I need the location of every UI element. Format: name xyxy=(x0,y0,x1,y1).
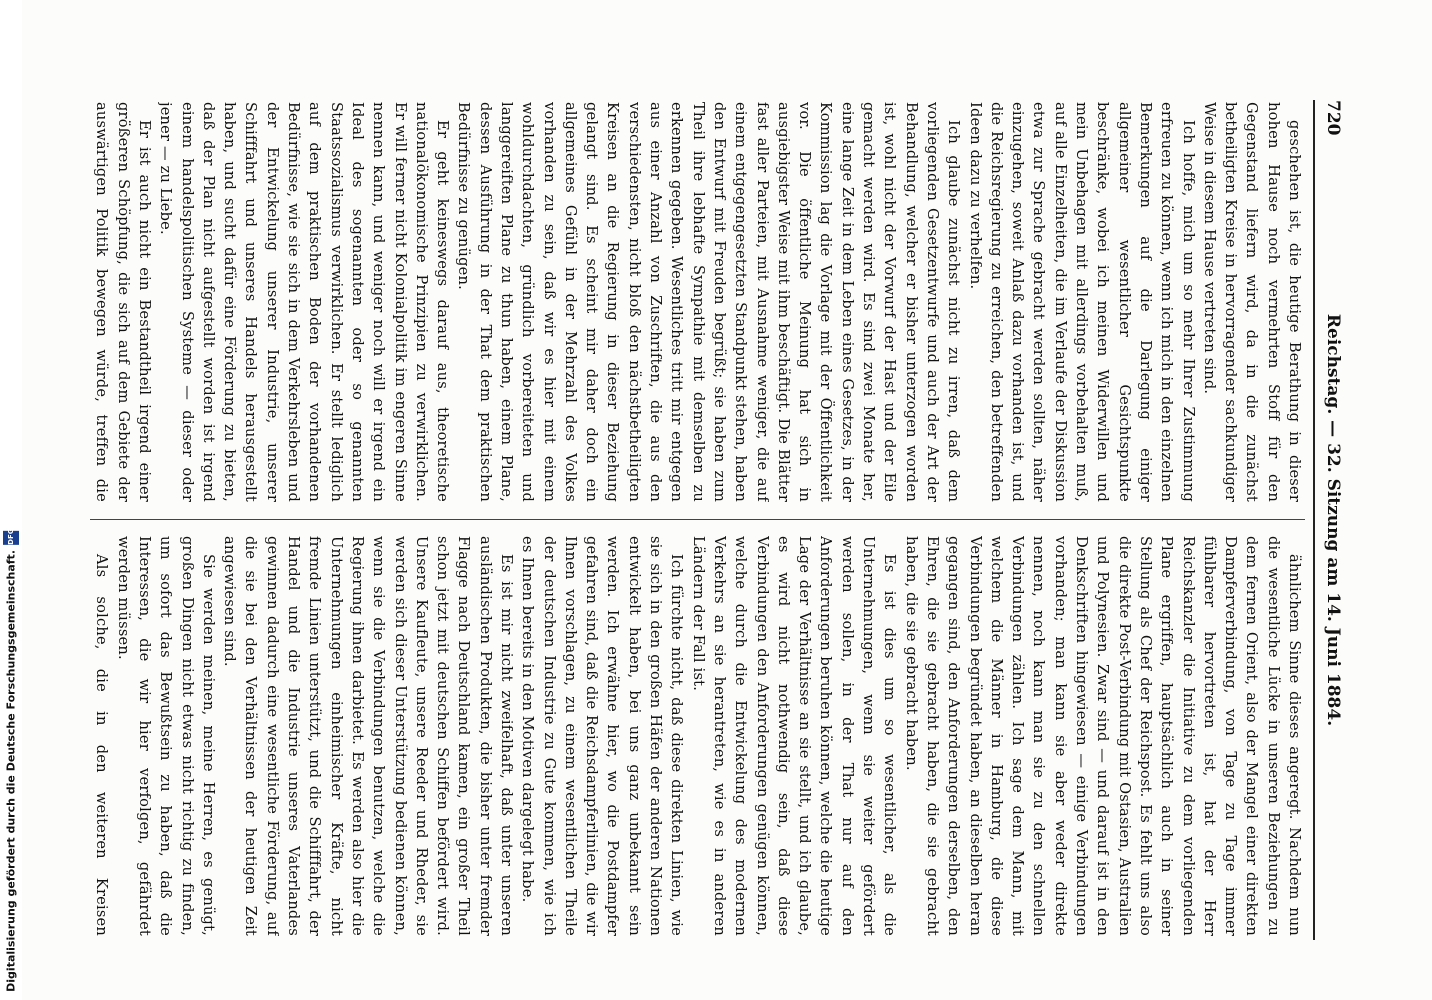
paragraph: Ich hoffe, mich um so mehr Ihrer Zustimmung erfreuen zu können, wenn ich mich in den einzelnen Bemerkungen auf die Darlegung einiger allgemeiner wesentlicher Gesichtspunkte beschränke, wobei ich meinen Widerwillen und mein Unbehagen mit allerdings vorbehalten muß, auf alle Einzelheiten, die im Verlaufe der Diskussion etwa zur Sprache gebracht werden sollten, näher einzugehen, soweit Anlaß dazu vorhanden ist, und die Reichsregierung zu erreichen, den betreffenden Ideen dazu zu verhelfen. xyxy=(966,102,1197,502)
paragraph: ähnlichem Sinne dieses angeregt. Nachdem nun die wesentliche Lücke in unseren Beziehungen zu dem fernen Orient, also der Mangel einer direkten Dampferverbindung, von Tage zu Tage immer fühlbarer hervortreten ist, hat der Herr Reichskanzler die Initiative zu dem vorliegenden Plane ergriffen, hauptsächlich auch in seiner Stellung als Chef der Reichspost. Es fehlt uns also die direkte Post-Verbindung mit Ostasien, Australien und Polynesien. Zwar sind — und darauf ist in den Denkschriften hingewiesen — einige Verbindungen vorhanden; man kann sie aber weder direkte nennen, noch kann man sie zu den schnellen Verbindungen zählen. Ich sage dem Mann, mit welchem die Männer in Hamburg, die diese Verbindungen begründet haben, an dieselben heran gegangen sind, den Anforderungen derselben, den Ehren, die sie gebracht haben, die sie gebracht haben, die sie gebracht haben. xyxy=(902,536,1303,936)
paragraph: Ich fürchte nicht, daß diese direkten Linien, wie sie sich in den großen Häfen der anderen Nationen entwickelt haben, bei uns ganz unbekannt sein werden. Ich erwähne hier, wo die Postdampfer gefahren sind, daß die Reichsdampferlinien, die wir Ihnen vorschlagen, zu einem wesentlichen Theile der deutschen Industrie zu Gute kommen, wie ich es Ihnen bereits in den Motiven dargelegt habe. xyxy=(519,536,686,936)
paragraph: Er ist auch nicht ein Bestandtheil irgend einer größeren Schöpfung, die sich auf dem Gebiete der auswärtigen Politik bewegen würde, treffen die xyxy=(93,102,153,502)
funding-text: Digitalisierung gefördert durch die Deutsche Forschungsgemeinschaft. xyxy=(4,550,18,992)
page-number: 720 xyxy=(1323,100,1343,136)
rotated-newspaper-sheet xyxy=(71,60,1361,980)
funding-strip xyxy=(0,0,22,1000)
page-title: Reichstag. — 32. Sitzung am 14. Juni 1884. xyxy=(1323,313,1343,727)
paragraph: Er geht keineswegs darauf aus, theoretische nationalökonomische Prinzipien zu verwirklichen. Er will ferner nicht Kolonialpolitik im engeren Sinne nennen kann, und weniger noch will er irgend ein Ideal des sogenannten oder so genannten Staatssozialismus verwirklichen. Er stellt lediglich auf dem praktischen Boden der vorhandenen Bedürfnisse, wie sie sich in dem Verkehrsleben und der Entwickelung unserer Industrie, unserer Schifffahrt und unseres Handels herausgestellt haben, und sucht dafür eine Förderung zu bieten, daß der Plan nicht aufgestellt worden ist irgend einem handelspolitischen Systeme — dieser oder jener — zu Liebe. xyxy=(157,102,452,502)
funding-note xyxy=(0,530,22,992)
page-header xyxy=(1319,100,1343,940)
header-rule xyxy=(1313,100,1315,940)
paragraph: Es ist mir nicht zweifelhaft, daß unter unseren ausländischen Produkten, die bisher unter fremder Flagge nach Deutschland kamen, ein großer Theil schon jetzt mit deutschen Schiffen befördert wird. Unsere Kaufleute, unsere Reeder und Rheder, sie werden sich dieser Unterstützung bedienen können, wenn sie die Verbindungen benutzen, welche die Regierung ihnen darbietet. Es werden also hier die Unternehmungen einheimischer Kräfte, nicht fremde Linien unterstützt, und die Schifffahrt, der Handel und die Industrie unseres Vaterlandes gewinnen dadurch eine wesentliche Förderung, auf die sie bei den Verhältnissen der heutigen Zeit angewiesen sind. xyxy=(221,536,516,936)
column-divider xyxy=(90,519,1305,520)
paragraph: Sie werden meinen, meine Herren, es genügt, großen Dingen nicht etwas nicht richtig zu finden, um sofort das Bewußtsein zu haben, daß die Interessen, die wir hier verfolgen, gefährdet werden müssen. xyxy=(114,536,217,936)
right-text-column xyxy=(90,536,1305,936)
dfg-logo-icon: DFG xyxy=(3,531,19,545)
left-text-column xyxy=(90,102,1305,502)
paragraph: Ich glaube zunächst nicht zu irren, daß dem vorliegenden Gesetzentwurfe und auch der Art der Behandlung, welcher er bisher unterzogen worden ist, wohl nicht der Vorwurf der Hast und der Eile gemacht werden wird. Es sind zwei Monate her, eine lange Zeit in dem Leben eines Gesetzes, in der Kommission lag die Vorlage mit der Öffentlichkeit vor. Die öffentliche Meinung hat sich in ausgiebigster Weise mit ihm beschäftigt. Die Blätter fast aller Parteien, mit Ausnahme weniger, die auf einem entgegengesetzten Standpunkt stehen, haben den Entwurf mit Freuden begrüßt; sie haben zum Theil ihre lebhafte Sympathie mit demselben zu erkennen gegeben. Wesentliches tritt mir entgegen aus einer Anzahl von Zuschriften, die aus den verschiedensten, nicht bloß den nächstbetheiligten Kreisen an die Regierung in dieser Beziehung gelangt sind. Es scheint mir daher doch ein allgemeines Gefühl in der Mehrzahl des Volkes vorhanden zu sein, daß wir es hier mit einem wohldurchdachten, gründlich vorbereiteten und langgereiften Plane zu thun haben, einem Plane, dessen Ausführung in der That dem praktischen Bedürfnisse zu genügen. xyxy=(455,102,963,502)
paragraph: Es ist dies um so wesentlicher, als die Unternehmungen, wenn sie weiter gefördert werden sollen, in der That nur auf den Anforderungen beruhen können, welche die heutige Lage der Verhältnisse an sie stellt, und ich glaube, es wird nicht nothwendig sein, daß diese Verbindungen den Anforderungen genügen können, welche durch die Entwickelung des modernen Verkehrs an sie herantreten, wie es in anderen Ländern der Fall ist. xyxy=(689,536,899,936)
paragraph: Als solche, die in den weiteren Kreisen xyxy=(93,554,111,936)
paragraph: geschehen ist, die heutige Berathung in dieser hohen Hause noch vermehrten Stoff für den Gegenstand liefern wird, da in die zunächst betheiligten Kreise in hervorragender sachkundiger Weise in diesem Hause vertreten sind. xyxy=(1200,102,1303,502)
